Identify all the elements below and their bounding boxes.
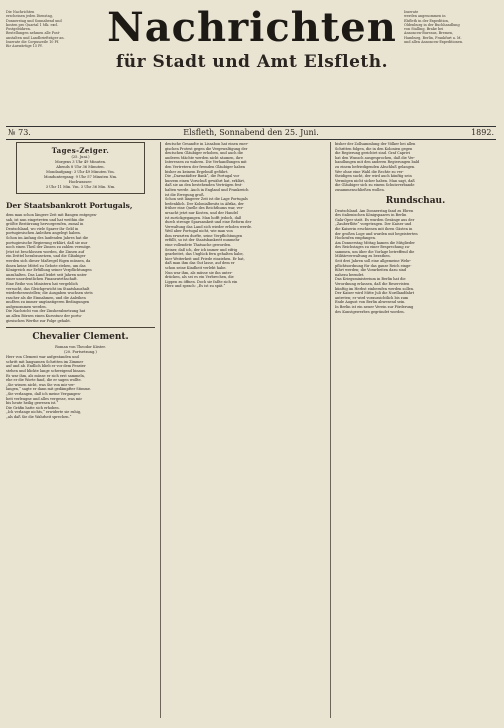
column-rule bbox=[330, 142, 331, 718]
text-line: Elsfleth in der Expedition, bbox=[404, 18, 449, 23]
article-body-column-2 bbox=[165, 142, 325, 289]
text-line: werden sich dieser Maßregel fügen müssen, da bbox=[6, 258, 91, 263]
tageszeiger-lines bbox=[21, 155, 140, 190]
column-3 bbox=[335, 142, 496, 314]
text-line: heit verleugne und alles vergesse, was mir bbox=[6, 396, 83, 401]
text-line: drücken, als sei es ein Verbrechen, die bbox=[165, 275, 234, 280]
text-line: früher eine Quelle des Reichthums war, ver- bbox=[165, 206, 244, 211]
text-line: Gala-Oper statt. Es wurden Gesänge aus der bbox=[335, 217, 415, 222]
text-line: Deutschland, wo viele Sparer ihr Geld in bbox=[6, 226, 79, 231]
text-line: Königreich zur Erfüllung seiner Verpflichtungen bbox=[6, 268, 92, 273]
text-line: ist zurückgegangen. Man hofft jedoch, daß bbox=[165, 215, 242, 220]
text-line: daß man ihm das Gut lasse, auf dem er bbox=[165, 261, 235, 266]
text-line: (25. Juni.) bbox=[71, 155, 90, 159]
text-line: ihnen keine Mittel zu Gebote stehen, um das bbox=[6, 263, 86, 268]
text-line: die Gläubiger sich zu einem Schutzverbande bbox=[335, 183, 415, 188]
text-line: durch strenge Sparsamkeit und eine Reform der bbox=[165, 220, 252, 225]
text-line: Inserate die Corpuszeile 10 Pf. bbox=[6, 40, 59, 45]
text-line: 3 Uhr 11 Min. Vm. 3 Uhr 36 Min. Nm. bbox=[45, 185, 116, 189]
text-line: Annoncen-Bureaus, Bremen, bbox=[404, 31, 454, 36]
text-line: erscheinen jeden Dienstag, bbox=[6, 14, 53, 19]
text-line: stehen und blickte lange schweigend hinaus. bbox=[6, 369, 86, 374]
text-line: Nun war ihm, als müsse sie ihn unter- bbox=[165, 270, 233, 275]
text-line: Die Gräfin hatte sich erhoben. bbox=[6, 405, 60, 410]
text-line: anderen Mächte werden nicht säumen, ihre bbox=[165, 155, 243, 160]
text-line: Schon seit längerer Zeit ist die Lage Portugals bbox=[165, 197, 248, 202]
text-line: ihm erwarten durfte, seine Verpflichtungen bbox=[165, 233, 243, 238]
text-line: Ende August von Berlin abwesend sein. bbox=[335, 300, 406, 305]
tageszeiger-title: Tages-Zeiger. bbox=[51, 146, 110, 155]
rundschau-title: Rundschau. bbox=[385, 195, 446, 206]
text-line: zusammenschließen wollen. bbox=[335, 187, 385, 192]
newspaper-subtitle: für Stadt und Amt Elsfleth. bbox=[115, 52, 389, 72]
text-line: Die „Darmstädter Bank“, die Portugal vor bbox=[165, 174, 240, 179]
text-line: gischen Protest gegen die Vergewaltigung der bbox=[165, 146, 248, 151]
text-line: deutsche Gesandte in Lissabon hat einen ener- bbox=[165, 142, 249, 146]
newspaper-title: Nachrichten bbox=[107, 4, 397, 51]
column-1 bbox=[6, 142, 155, 420]
text-line: „als daß Sie die Wahrheit sprechen.“ bbox=[6, 414, 72, 419]
text-line: Donnerstag und Sonnabend und bbox=[6, 18, 62, 23]
text-line: dem man schon längere Zeit mit Bangen entgegen- bbox=[6, 213, 98, 217]
column-rule bbox=[160, 142, 161, 718]
text-line: von Stalling, Brake bei bbox=[404, 27, 444, 32]
text-line: sah, ist nun eingetreten und hat weithin die bbox=[6, 217, 84, 222]
text-line: mußten zu immer ungünstigeren Bedingungen bbox=[6, 300, 90, 305]
tageszeiger-box bbox=[16, 142, 145, 194]
issue-number: № 73. bbox=[8, 128, 31, 137]
text-line: ein Drittel herabzusetzen, und die Gläubiger bbox=[6, 254, 86, 259]
text-line: noch einen Theil der Zinsen zu zahlen vermöge. bbox=[6, 245, 92, 250]
dateline bbox=[6, 126, 496, 140]
text-line: giesischen Werthe zur Folge gehabt. bbox=[6, 318, 71, 323]
text-line: kosten pro Quartal 1 Mk. excl. bbox=[6, 22, 59, 27]
text-line: die Kaiserin erschienen mit ihren Gästen in bbox=[335, 226, 413, 231]
text-line: Schon im Anfang des laufenden Jahres hat die bbox=[6, 235, 89, 240]
serial-body bbox=[6, 355, 155, 419]
text-line: bis heute heilig gewesen ist.“ bbox=[6, 401, 59, 406]
text-line: hier Weiterkeit und Friede einziehen. Er bat, bbox=[165, 256, 245, 261]
text-line: ist die Erregung groß. bbox=[165, 192, 205, 197]
text-line: aufgenommen werden. bbox=[6, 304, 47, 309]
text-line: Oldenburg in der Buchhandlung bbox=[404, 22, 460, 27]
text-line: bisher zu keinem Ergebniß geführt. bbox=[165, 169, 229, 174]
text-line: Postgebühren. bbox=[6, 27, 31, 32]
text-line: deutschen Gläubiger erhoben, und auch die bbox=[165, 151, 243, 156]
text-line: des italienischen Königspaares in Berlin bbox=[335, 213, 407, 218]
text-line: nahezu beendet. bbox=[335, 272, 365, 277]
text-line: Jetzt ist beschlossen worden, die Zinsen auf bbox=[6, 249, 85, 254]
text-line: Lippen zu öffnen. Doch sie faßte sich ein bbox=[165, 279, 238, 284]
text-line: Herr von Clement war aufgestanden und bbox=[6, 355, 79, 360]
article-title-portugal: Der Staatsbankrott Portugals, bbox=[6, 201, 133, 210]
text-line: Monduntergang: 9 Uhr 57 Minuten Nm. bbox=[43, 175, 118, 179]
text-line: Mondaufgang: 3 Uhr 49 Minuten Vm. bbox=[46, 170, 115, 174]
text-line: rascher als die Einnahmen, und die Anleihen bbox=[6, 295, 86, 300]
text-line: In Berlin ist ein neuer Verein zur Förderung bbox=[335, 305, 414, 309]
advertising-info bbox=[404, 10, 496, 44]
text-line: anstalten und Landbriefträger an. bbox=[6, 35, 65, 40]
text-line: die Regierung gerichtet sind. Graf Caprivi bbox=[335, 151, 411, 156]
text-line: Die Nachrichten bbox=[6, 10, 35, 14]
text-line: Verordnung erlassen, daß die Reservisten bbox=[335, 282, 410, 287]
text-line: wiederherzustellen; die Ausgaben wuchsen stets bbox=[6, 291, 93, 296]
text-line: langen,“ sagte er dann mit gedämpfter Stimme. bbox=[6, 387, 92, 392]
column-2 bbox=[165, 142, 325, 289]
text-line: bedenklich. Der Kolonialbesitz in Afrika, der bbox=[165, 201, 244, 206]
text-line: antreten; er wird voraussichtlich bis zum bbox=[335, 295, 409, 300]
rundschau-body bbox=[335, 209, 496, 315]
text-line: portugiesischen Anleihen angelegt haben. bbox=[6, 231, 81, 236]
text-line: Seit drei Jahren soll eine allgemeine Wehr- bbox=[335, 259, 412, 264]
text-line: kurzem einen Vorschuß gewährt hat, erklärt, bbox=[165, 178, 246, 183]
text-line: erfüllt, so ist der Staatsbankrott nunmehr bbox=[165, 238, 240, 243]
text-line: Weil aber Portugal nicht, wie man von bbox=[165, 229, 233, 234]
article-body-column-3 bbox=[335, 142, 496, 193]
text-line: „Zauberflöte“ vorgetragen. Der Kaiser und bbox=[335, 222, 412, 227]
issue-year: 1892. bbox=[471, 128, 494, 137]
text-line: für Auswärtige 15 Pf. bbox=[6, 44, 43, 49]
text-line: Interessen zu wahren. Die Verhandlungen mit bbox=[165, 160, 247, 165]
text-line: Herz und sprach: „Es ist zu spät.“ bbox=[165, 284, 226, 289]
text-line: Bestellungen nehmen alle Post- bbox=[6, 31, 61, 36]
text-line: werden angenommen in bbox=[404, 14, 446, 19]
text-line: Schritten folgen, die in den Kolonien gegen bbox=[335, 146, 413, 151]
serial-title: Chevalier Clement. bbox=[32, 332, 129, 343]
text-line: hat den Wunsch ausgesprochen, daß die Ver- bbox=[335, 155, 416, 160]
place-date: Elsfleth, Sonnabend den 25. Juni. bbox=[183, 128, 319, 137]
text-line: Verwaltung das Land sich wieder erholen werde. bbox=[165, 224, 253, 229]
article-body-portugal bbox=[6, 213, 155, 323]
serial-part: (20. Fortsetzung.) bbox=[64, 350, 97, 355]
text-line: der großen Loge und wurden mit begeisterten bbox=[335, 231, 418, 236]
text-line: sammen, um über die Vorlage betreffend die bbox=[335, 249, 415, 254]
text-line: Hochrufen empfangen. bbox=[335, 236, 376, 241]
text-line: anzuhalten. Das Land leidet seit Jahren unter bbox=[6, 272, 87, 277]
text-line: Hamburg, Berlin, Frankfurt a. M. bbox=[404, 35, 462, 40]
text-line: Der Kaiser wird Mitte Juli die Nordlandfahrt bbox=[335, 291, 415, 296]
text-line: führt werden; die Vorarbeiten dazu sind bbox=[335, 268, 407, 273]
text-line: schritt mit langsamen Schritten im Zimmer bbox=[6, 359, 84, 364]
text-line: handlungen mit den anderen Regierungen bald bbox=[335, 160, 420, 165]
text-line: Wer ohne eine Wahl die Rechte zu ver- bbox=[335, 169, 404, 174]
text-line: zu einem befriedigenden Abschluß gelangen. bbox=[335, 164, 416, 169]
text-line: größte Bestürzung hervorgerufen, zumal in bbox=[6, 222, 84, 227]
divider bbox=[6, 327, 155, 328]
text-line: theidigen sucht, der wird auch künftig sein bbox=[335, 174, 412, 179]
text-line: schon seine Kindheit verlebt habe. bbox=[165, 266, 227, 271]
serial-byline: Roman von Theodor Küster. bbox=[55, 345, 106, 350]
text-line: künftig im Herbst einberufen werden sollen. bbox=[335, 286, 415, 291]
text-line: Am Donnerstag Mittag kamen die Mitglieder bbox=[335, 240, 415, 245]
masthead bbox=[104, 6, 400, 72]
text-line: Morgens 3 Uhr 49 Minuten. bbox=[54, 160, 107, 164]
text-line: Das Kriegsministerium in Berlin hat die bbox=[335, 277, 406, 282]
text-line: an allen Börsen einen Kurssturz der portu- bbox=[6, 314, 82, 319]
text-line: und allen Annoncen-Expeditionen. bbox=[404, 40, 464, 45]
text-line: gearbeitet, das Unglück fern gehalten habe, bbox=[165, 252, 244, 257]
text-line: einer unordentlichen Finanzwirthschaft. bbox=[6, 277, 78, 282]
subscription-info bbox=[6, 10, 102, 49]
text-line: eine vollendete Thatsache geworden. bbox=[165, 243, 232, 248]
text-line: Vermögen nicht sicher haben. Man sagt, daß bbox=[335, 178, 415, 183]
text-line: Abends 8 Uhr 36 Minuten. bbox=[56, 165, 105, 169]
text-line: des Reichstages zu einer Besprechung zu- bbox=[335, 245, 411, 250]
text-line: Die Nachricht von der Zinsherabsetzung hat bbox=[6, 309, 86, 314]
text-line: Hochwasser: bbox=[68, 180, 93, 184]
text-line: „Ich verlange nichts,“ erwiderte sie ruhig, bbox=[6, 410, 82, 415]
text-line: halten werde. Auch in England und Frankreich bbox=[165, 187, 249, 192]
text-line: Es war ihm, als müsse er sich erst sammeln, bbox=[6, 373, 85, 378]
text-line: portugiesische Regierung erklärt, daß sie nur bbox=[6, 240, 88, 245]
text-line: daß sie an den bestehenden Verträgen fest- bbox=[165, 183, 243, 188]
text-line: versucht, das Gleichgewicht im Staatshaushalt bbox=[6, 286, 90, 291]
text-line: Inserate bbox=[404, 10, 419, 14]
text-line: pflichtsordnung für das ganze Reich einge- bbox=[335, 263, 412, 268]
text-line: Eine Reihe von Ministern hat vergeblich bbox=[6, 281, 78, 286]
text-line: „Sie verlangen, daß ich meine Vergangen- bbox=[6, 392, 81, 396]
text-line: auf und ab. Endlich blieb er vor dem Fenster bbox=[6, 364, 86, 369]
text-line: Seiner, daß ich, der ich immer und eifrig bbox=[165, 247, 238, 252]
text-line: bisher der Zollsammlung der Völker bei allen bbox=[335, 142, 416, 146]
text-line: „Sie wissen nicht, was Sie von mir ver- bbox=[6, 382, 76, 387]
text-line: des Kunstgewerbes gegründet worden. bbox=[335, 309, 405, 314]
text-line: den Vertretern der fremden Gläubiger haben bbox=[165, 164, 246, 169]
text-line: Militärverwaltung zu berathen. bbox=[335, 254, 391, 259]
text-line: ursacht jetzt nur Kosten, und der Handel bbox=[165, 210, 238, 215]
text-line: Deutschland. Am Donnerstag fand zu Ehren bbox=[335, 208, 414, 213]
text-line: ehe er die Worte fand, die er sagen wollte. bbox=[6, 378, 82, 383]
